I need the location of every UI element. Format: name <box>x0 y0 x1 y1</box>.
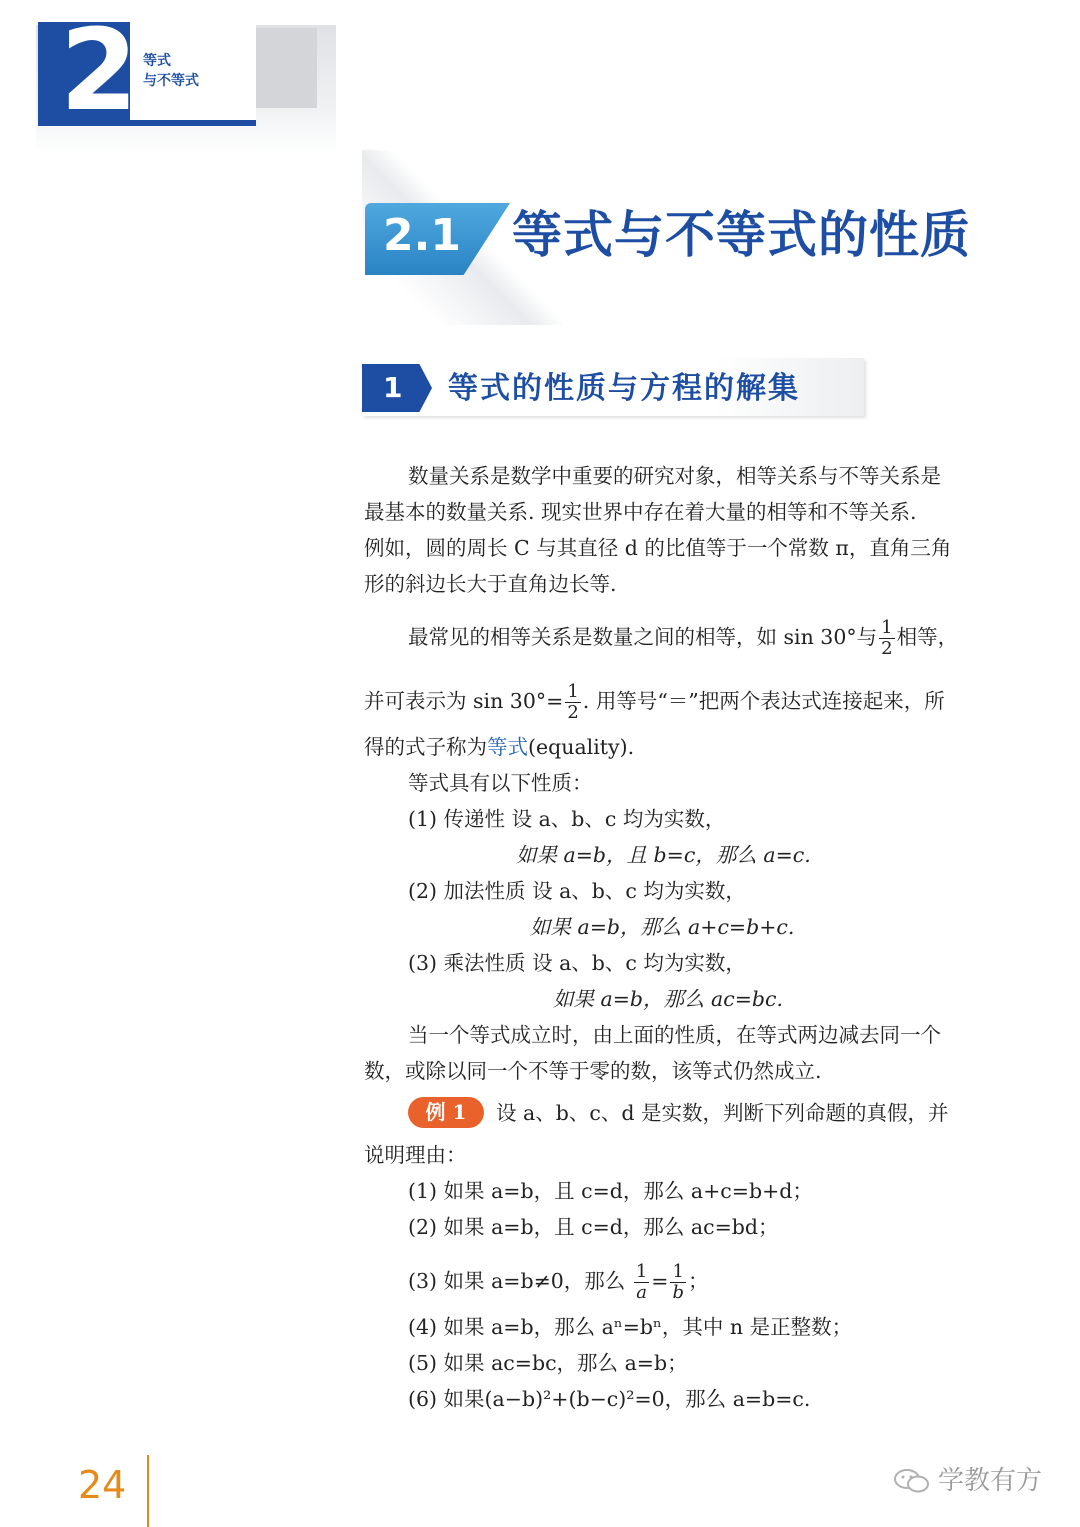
example-line1: 设 a、b、c、d 是实数，判断下列命题的真假，并 <box>496 1101 949 1125</box>
example-item-5: (5) 如果 ac=bc，那么 a=b； <box>408 1351 688 1375</box>
example-line2: 说明理由： <box>364 1143 467 1167</box>
para2-line3: 得的式子称为等式(equality). <box>364 735 635 759</box>
property-1-head: (1) 传递性 设 a、b、c 均为实数， <box>408 807 726 831</box>
watermark-text: 学教有方 <box>938 1466 1043 1496</box>
section-number: 2.1 <box>383 210 461 261</box>
para1-line4: 形的斜边长大于直角边长等. <box>364 572 617 596</box>
properties-intro: 等式具有以下性质： <box>408 771 593 795</box>
subsection-title: 等式的性质与方程的解集 <box>448 371 800 406</box>
para1-line2: 最基本的数量关系. 现实世界中存在着大量的相等和不等关系. <box>364 500 917 524</box>
subsection-number: 1 <box>383 371 403 404</box>
example-badge: 例 1 <box>408 1097 484 1128</box>
term-equality: 等式 <box>487 735 528 759</box>
fraction-one-half: $\frac{1}{2}$ <box>881 617 893 659</box>
page-number-rule <box>147 1455 149 1527</box>
para2-line1: 最常见的相等关系是数量之间的相等，如 sin 30°与 $\frac{1}{2}$ 相等， <box>408 617 959 659</box>
property-2-head: (2) 加法性质 设 a、b、c 均为实数， <box>408 879 746 903</box>
property-3-head: (3) 乘法性质 设 a、b、c 均为实数， <box>408 951 746 975</box>
example-item-2: (2) 如果 a=b，且 c=d，那么 ac=bd； <box>408 1215 779 1239</box>
chapter-number: 2 <box>60 6 138 136</box>
property-2-body: 如果 a=b，那么 a+c=b+c. <box>530 915 795 939</box>
para3-line1: 当一个等式成立时，由上面的性质，在等式两边减去同一个 <box>408 1023 941 1047</box>
fraction-one-over-a: $\frac{1}{a}$ <box>635 1261 648 1303</box>
para3-line2: 数，或除以同一个不等于零的数，该等式仍然成立. <box>364 1059 822 1083</box>
example-item-4: (4) 如果 a=b，那么 aⁿ=bⁿ，其中 n 是正整数； <box>408 1315 853 1339</box>
example-item-3: (3) 如果 a=b≠0，那么 $\frac{1}{a}$ = $\frac{1}{b}$ ； <box>408 1261 709 1303</box>
page-number: 24 <box>78 1463 127 1507</box>
para2-line1-text: 最常见的相等关系是数量之间的相等，如 sin 30°与 <box>408 625 878 649</box>
para1-line3: 例如，圆的周长 C 与其直径 d 的比值等于一个常数 π，直角三角 <box>364 536 952 560</box>
chapter-title-line2: 与不等式 <box>143 73 199 89</box>
wechat-icon <box>893 1468 931 1494</box>
para2-line2: 并可表示为 sin 30°= $\frac{1}{2}$ . 用等号“＝”把两个表达式连接起来，所 <box>364 681 945 723</box>
chapter-badge-accent <box>255 28 317 108</box>
example-item-6: (6) 如果(a−b)²+(b−c)²=0，那么 a=b=c. <box>408 1387 811 1411</box>
chapter-title-line1: 等式 <box>143 53 171 69</box>
para1-line1: 数量关系是数学中重要的研究对象，相等关系与不等关系是 <box>408 464 941 488</box>
property-3-body: 如果 a=b，那么 ac=bc. <box>553 987 784 1011</box>
fraction-one-half: $\frac{1}{2}$ <box>567 681 579 723</box>
section-title: 等式与不等式的性质 <box>512 206 971 264</box>
property-1-body: 如果 a=b，且 b=c，那么 a=c. <box>516 843 811 867</box>
fraction-one-over-b: $\frac{1}{b}$ <box>672 1261 685 1303</box>
example-item-1: (1) 如果 a=b，且 c=d，那么 a+c=b+d； <box>408 1179 813 1203</box>
